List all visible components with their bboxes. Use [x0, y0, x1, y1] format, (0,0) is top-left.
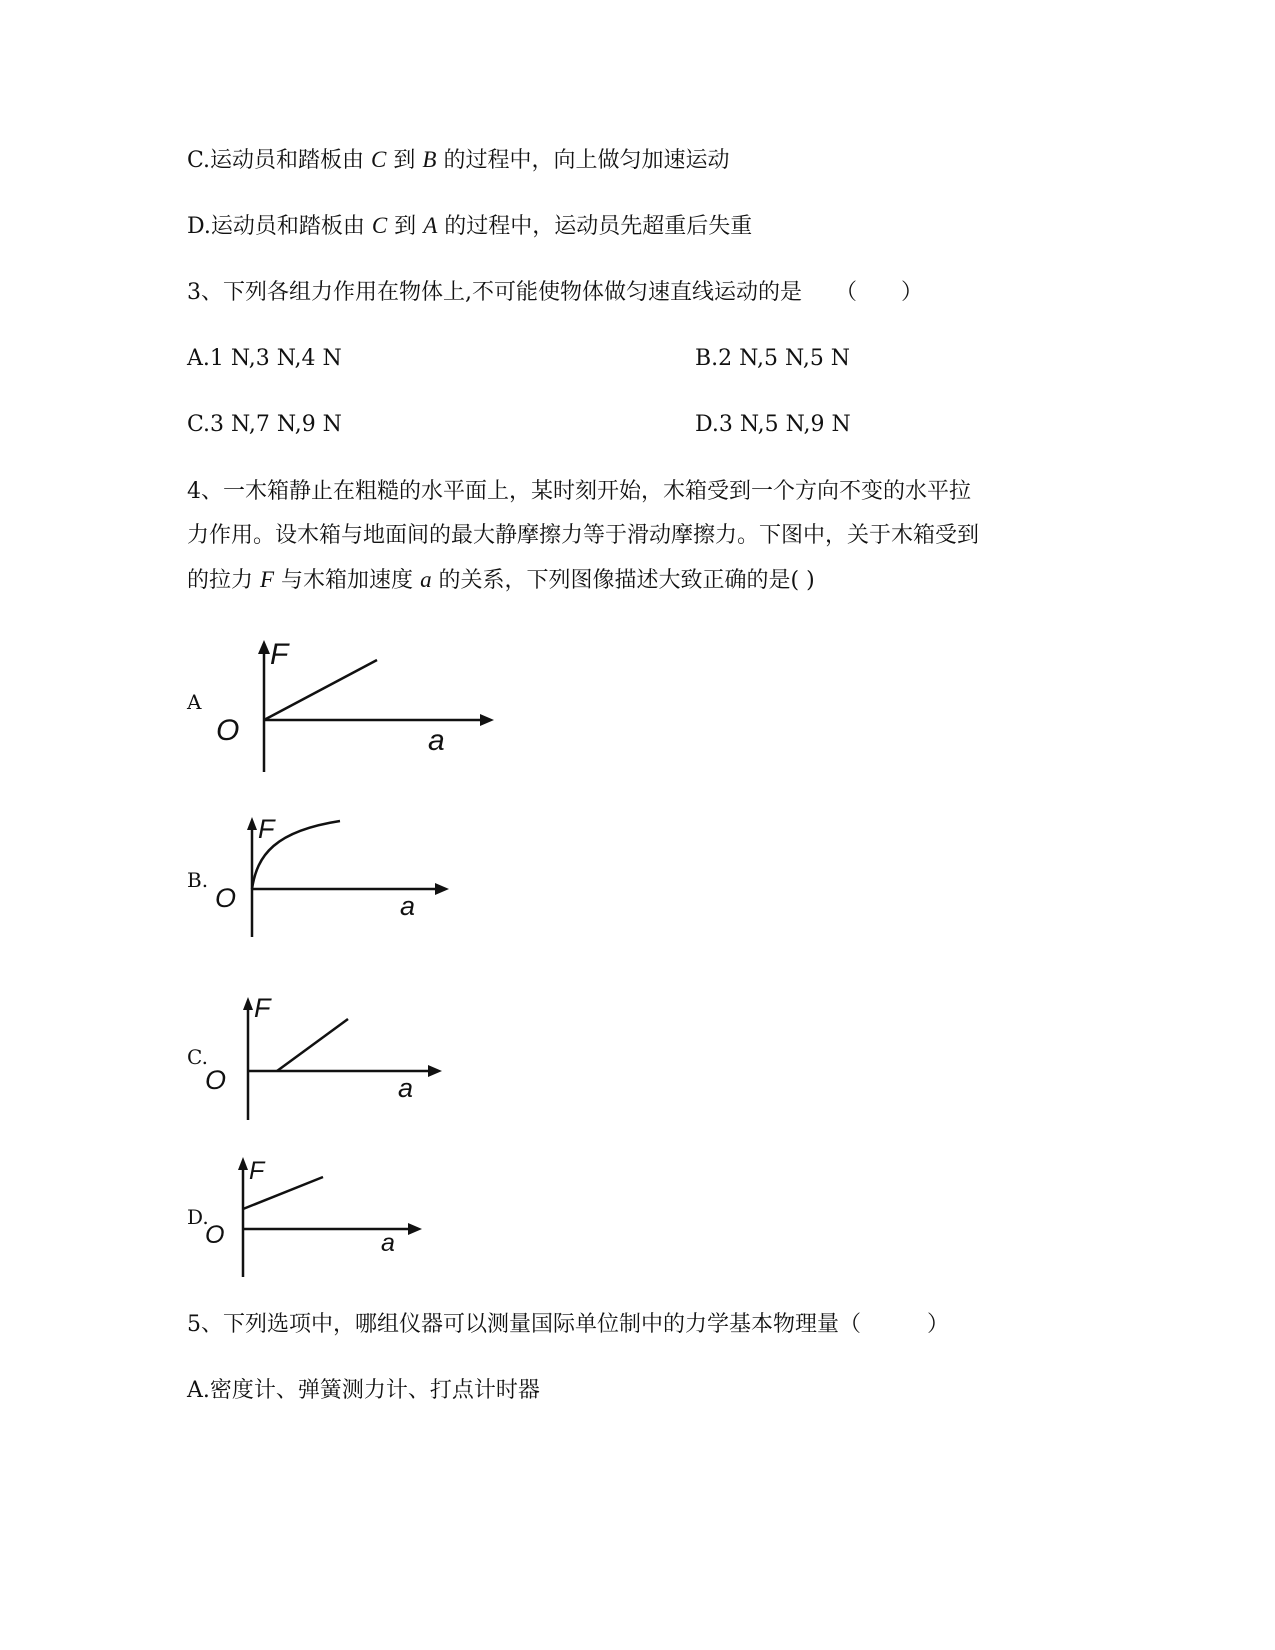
q4-option-b-label: B. [187, 868, 209, 892]
origin-label: O [205, 1065, 227, 1095]
y-axis-arrow [243, 997, 253, 1010]
x-axis-arrow [480, 714, 494, 726]
y-axis-label: F [254, 993, 271, 1023]
q4-option-d-label: D. [187, 1205, 209, 1229]
y-axis-label: F [258, 814, 275, 844]
x-axis-label: a [428, 724, 445, 757]
q4-option-a-label: A [187, 690, 202, 714]
q5-option-a: A.密度计、弹簧测力计、打点计时器 [187, 1378, 540, 1403]
q3-option-c: C.3 N,7 N,9 N [187, 412, 342, 437]
x-axis-label: a [400, 891, 416, 921]
q4-stem-line3: 的拉力 F 与木箱加速度 a 的关系，下列图像描述大致正确的是( ) [187, 567, 815, 593]
y-axis-arrow [258, 640, 270, 654]
x-axis-arrow [428, 1065, 442, 1077]
q3-stem: 3、下列各组力作用在物体上,不可能使物体做匀速直线运动的是 （ ） [187, 280, 923, 305]
x-axis-arrow [435, 883, 449, 895]
q3-option-d: D.3 N,5 N,9 N [695, 412, 851, 437]
q4-graph-d [205, 1155, 445, 1285]
q4-stem-line1: 4、一木箱静止在粗糙的水平面上，某时刻开始，木箱受到一个方向不变的水平拉 [187, 479, 971, 504]
origin-label: O [205, 1221, 225, 1249]
x-axis-label: a [381, 1229, 395, 1257]
origin-label: O [215, 883, 237, 913]
q4-option-c-label: C. [187, 1045, 208, 1069]
x-axis-label: a [398, 1073, 414, 1103]
y-axis-label: F [270, 638, 289, 671]
f-a-line [277, 1019, 348, 1071]
y-axis-label: F [249, 1157, 265, 1185]
y-axis-arrow [247, 817, 257, 830]
q3-option-b: B.2 N,5 N,5 N [695, 346, 851, 371]
q4-graph-b [215, 815, 475, 950]
q5-stem: 5、下列选项中，哪组仪器可以测量国际单位制中的力学基本物理量（ ） [187, 1312, 949, 1337]
q4-graph-a [210, 640, 500, 790]
x-axis-arrow [408, 1223, 422, 1235]
q4-stem-line2: 力作用。设木箱与地面间的最大静摩擦力等于滑动摩擦力。下图中，关于木箱受到 [187, 523, 980, 548]
q2-option-d: D.运动员和踏板由 C 到 A 的过程中，运动员先超重后失重 [187, 213, 753, 239]
q4-graph-c [205, 995, 475, 1130]
origin-label: O [216, 714, 240, 747]
y-axis-arrow [238, 1157, 248, 1170]
q3-option-a: A.1 N,3 N,4 N [187, 346, 342, 371]
q2-option-c: C.运动员和踏板由 C 到 B 的过程中，向上做匀加速运动 [187, 147, 730, 173]
